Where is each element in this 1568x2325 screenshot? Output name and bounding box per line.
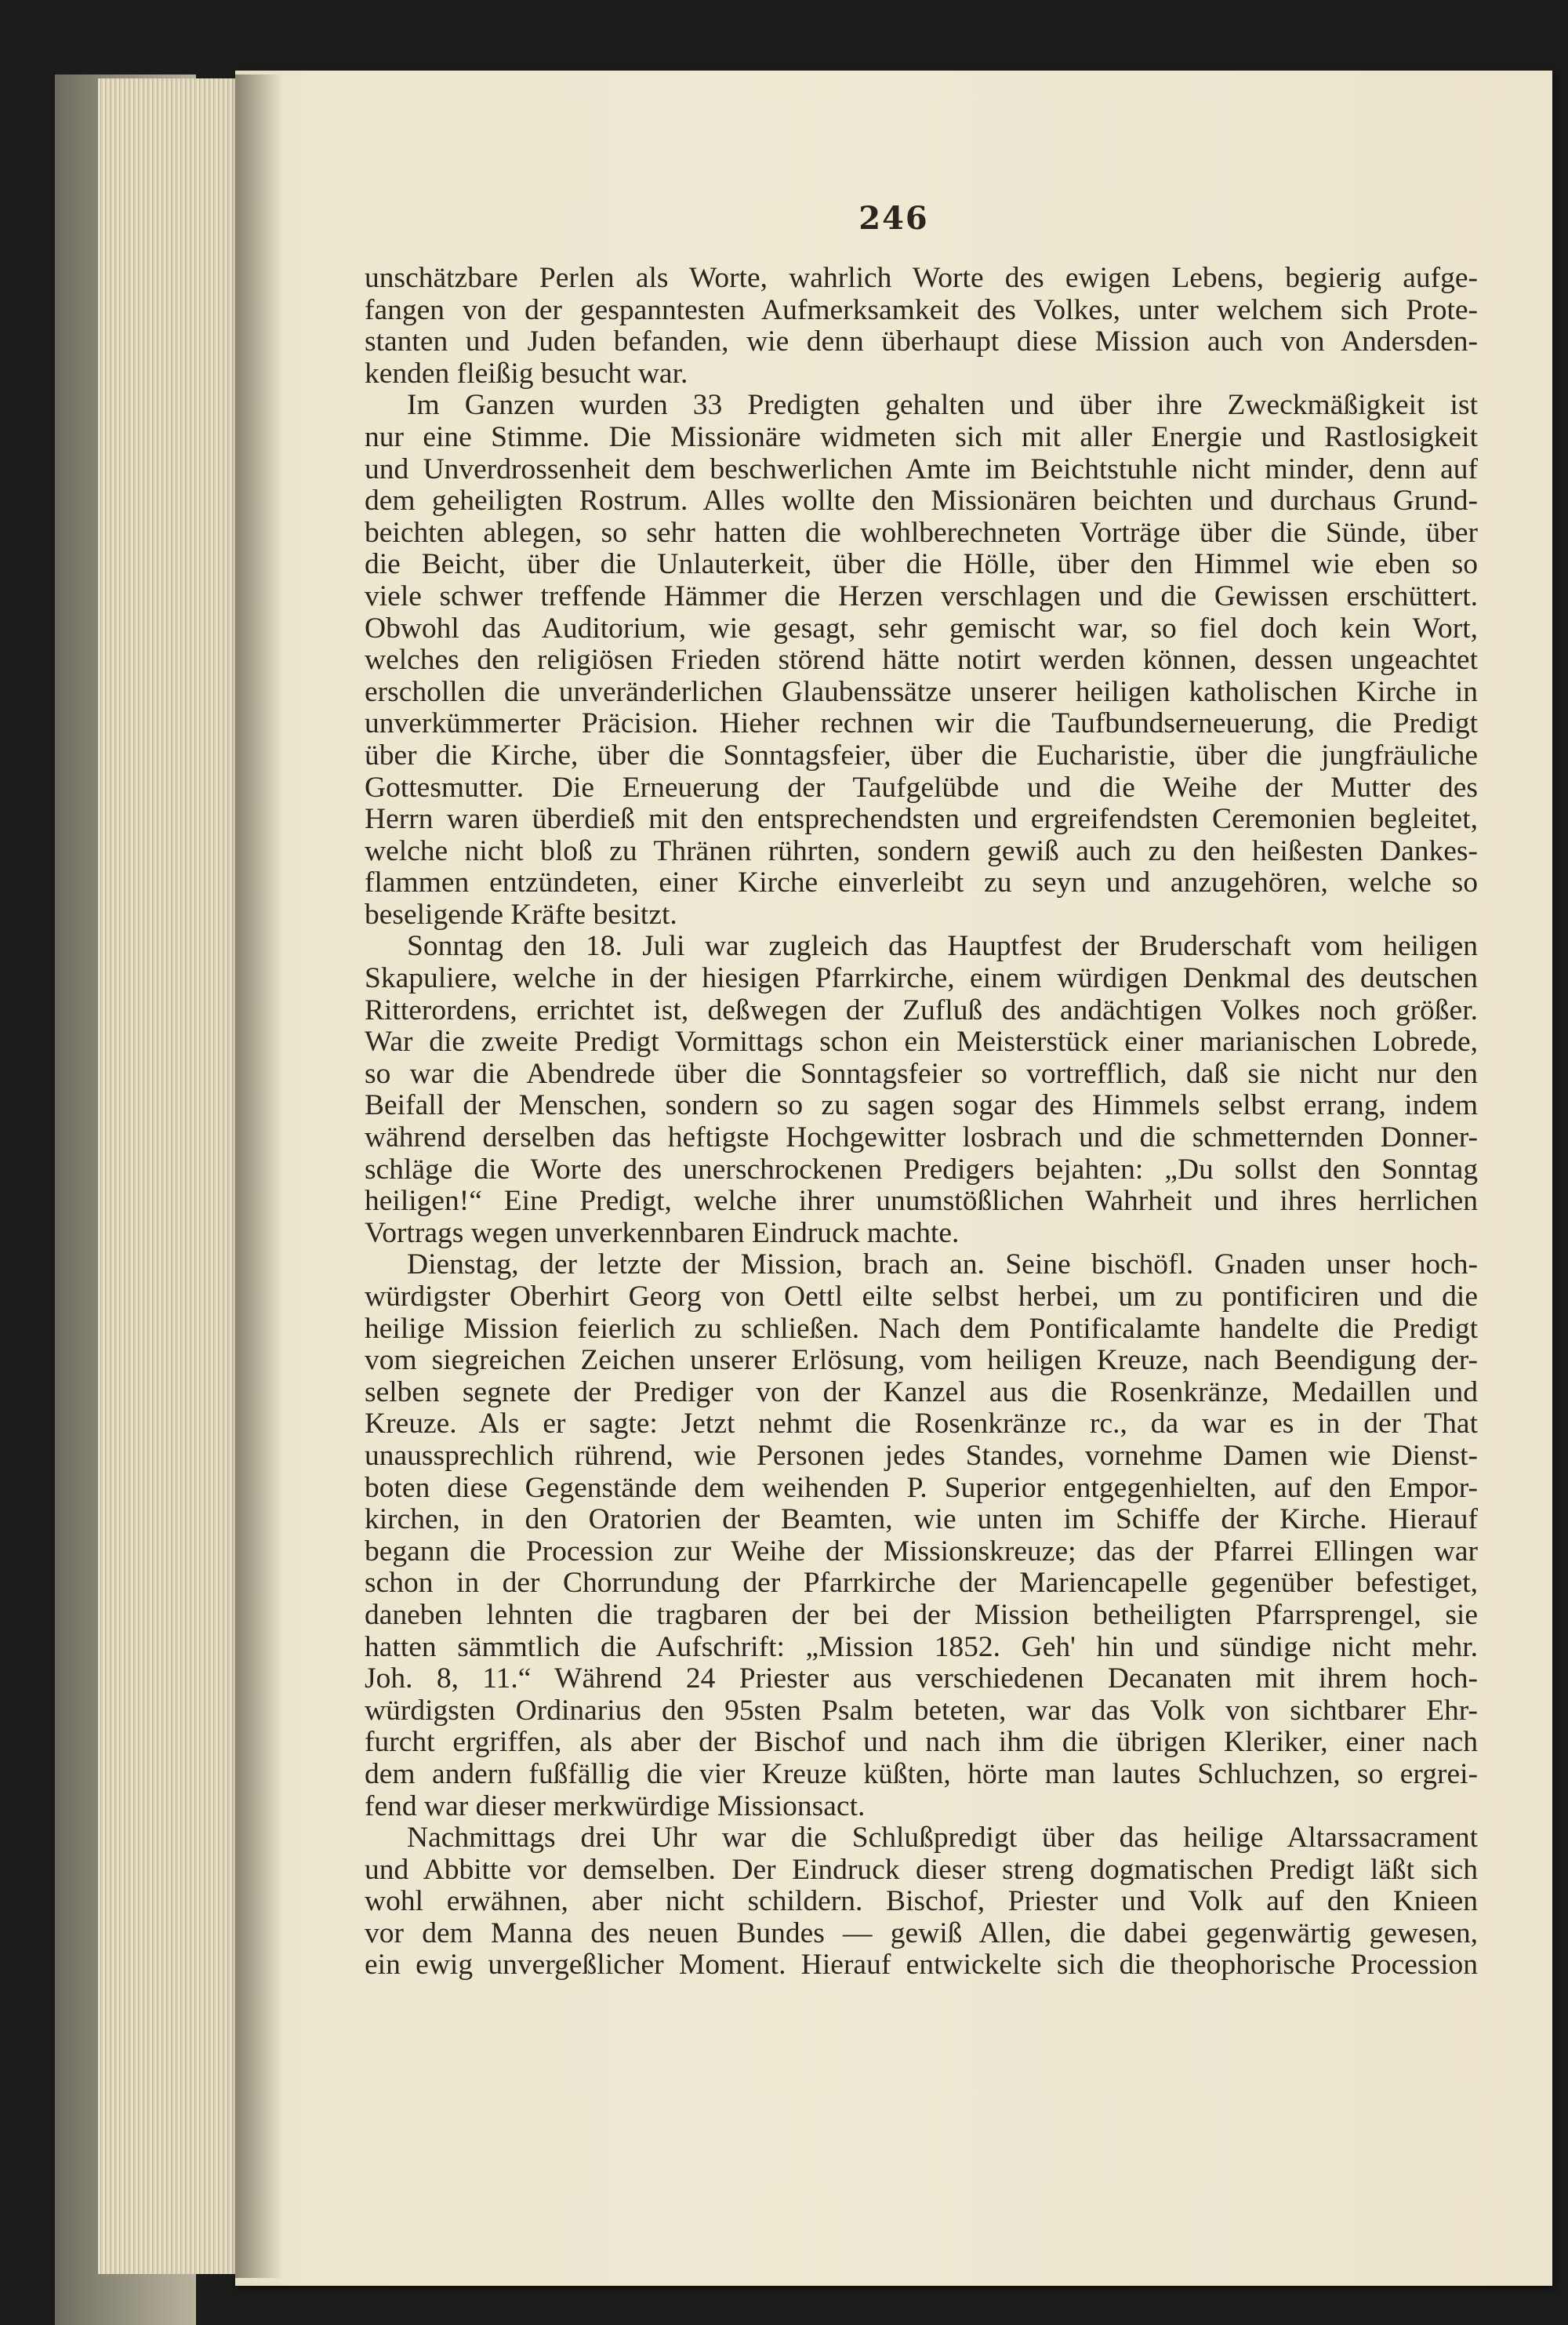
text-line: Im Ganzen wurden 33 Predigten gehalten und über ihre Zweckmäßigkeit ist bbox=[407, 390, 1478, 422]
text-line: viele schwer treffende Hämmer die Herzen verschlagen und die Gewissen erschüttert. bbox=[365, 580, 1478, 612]
text-line: Beifall der Menschen, sondern so zu sagen sogar des Himmels selbst errang, indem bbox=[365, 1090, 1478, 1122]
text-line: Obwohl das Auditorium, wie gesagt, sehr gemischt war, so fiel doch kein Wort, bbox=[365, 612, 1478, 645]
page-edges-stack bbox=[98, 78, 247, 2274]
text-line: vom siegreichen Zeichen unserer Erlösung, vom heiligen Kreuze, nach Beendigung der- bbox=[365, 1345, 1478, 1377]
text-line: furcht ergriffen, als aber der Bischof und nach ihm die übrigen Kleriker, einer nach bbox=[365, 1727, 1478, 1759]
text-line: Kreuze. Als er sagte: Jetzt nehmt die Rosenkränze rc., da war es in der That bbox=[365, 1408, 1478, 1440]
text-line: und Abbitte vor demselben. Der Eindruck dieser streng dogmatischen Predigt läßt sich bbox=[365, 1854, 1478, 1886]
text-line: unaussprechlich rührend, wie Personen jedes Standes, vornehme Damen wie Dienst- bbox=[365, 1440, 1478, 1472]
text-line: hatten sämmtlich die Aufschrift: „Mission 1852. Geh' hin und sündige nicht mehr. bbox=[365, 1631, 1478, 1663]
text-line: boten diese Gegenstände dem weihenden P. Superior entgegenhielten, auf den Empor- bbox=[365, 1472, 1478, 1504]
text-line: während derselben das heftigste Hochgewitter losbrach und die schmetternden Donner- bbox=[365, 1122, 1478, 1154]
text-line: beseligende Kräfte besitzt. bbox=[365, 899, 677, 931]
text-line: welches den religiösen Frieden störend hätte notirt werden können, dessen ungeachtet bbox=[365, 645, 1478, 677]
text-line: und Unverdrossenheit dem beschwerlichen Amte im Beichtstuhle nicht minder, denn auf bbox=[365, 453, 1478, 485]
text-line: würdigsten Ordinarius den 95sten Psalm beteten, war das Volk von sichtbarer Ehr- bbox=[365, 1695, 1478, 1727]
text-line: ein ewig unvergeßlicher Moment. Hierauf entwickelte sich die theophorische Procession bbox=[365, 1949, 1478, 1982]
text-line: schon in der Chorrundung der Pfarrkirche der Mariencapelle gegenüber befestiget, bbox=[365, 1568, 1478, 1600]
text-line: über die Kirche, über die Sonntagsfeier, über die Eucharistie, über die jungfräuliche bbox=[365, 739, 1478, 772]
text-line: dem geheiligten Rostrum. Alles wollte den Missionären beichten und durchaus Grund- bbox=[365, 485, 1478, 518]
text-line: kenden fleißig besucht war. bbox=[365, 358, 688, 390]
text-line: fend war dieser merkwürdige Missionsact. bbox=[365, 1790, 866, 1822]
text-line: nur eine Stimme. Die Missionäre widmeten sich mit aller Energie und Rastlosigkeit bbox=[365, 421, 1478, 453]
text-line: Ritterordens, errichtet ist, deßwegen der Zufluß des andächtigen Volkes noch größer. bbox=[365, 994, 1478, 1026]
page-number: 246 bbox=[858, 200, 929, 237]
text-line: Sonntag den 18. Juli war zugleich das Hauptfest der Bruderschaft vom heiligen bbox=[407, 931, 1478, 963]
text-line: heilige Mission feierlich zu schließen. Nach dem Pontificalamte handelte die Predigt bbox=[365, 1313, 1478, 1345]
book-page bbox=[235, 71, 1552, 2286]
text-line: Joh. 8, 11.“ Während 24 Priester aus verschiedenen Decanaten mit ihrem hoch- bbox=[365, 1663, 1478, 1695]
text-line: beichten ablegen, so sehr hatten die wohlberechneten Vorträge über die Sünde, über bbox=[365, 517, 1478, 549]
text-line: würdigster Oberhirt Georg von Oettl eilte selbst herbei, um zu pontificiren und die bbox=[365, 1281, 1478, 1313]
text-line: so war die Abendrede über die Sonntagsfeier so vortrefflich, daß sie nicht nur den bbox=[365, 1058, 1478, 1090]
text-line: unverkümmerter Präcision. Hieher rechnen wir die Taufbundserneuerung, die Predigt bbox=[365, 708, 1478, 740]
text-line: stanten und Juden befanden, wie denn überhaupt diese Mission auch von Andersden- bbox=[365, 326, 1478, 358]
text-line: Dienstag, der letzte der Mission, brach an. Seine bischöfl. Gnaden unser hoch- bbox=[407, 1249, 1478, 1281]
text-line: wohl erwähnen, aber nicht schildern. Bischof, Priester und Volk auf den Knieen bbox=[365, 1886, 1478, 1918]
text-line: die Beicht, über die Unlauterkeit, über die Hölle, über den Himmel wie eben so bbox=[365, 549, 1478, 581]
text-line: selben segnete der Prediger von der Kanzel aus die Rosenkränze, Medaillen und bbox=[365, 1376, 1478, 1408]
text-line: Vortrags wegen unverkennbaren Eindruck machte. bbox=[365, 1217, 960, 1249]
text-line: begann die Procession zur Weihe der Missionskreuze; das der Pfarrei Ellingen war bbox=[365, 1535, 1478, 1568]
text-line: Skapuliere, welche in der hiesigen Pfarrkirche, einem würdigen Denkmal des deutschen bbox=[365, 963, 1478, 995]
text-line: Nachmittags drei Uhr war die Schlußpredigt über das heilige Altarssacrament bbox=[407, 1822, 1478, 1855]
text-line: flammen entzündeten, einer Kirche einverleibt zu seyn und anzugehören, welche so bbox=[365, 867, 1478, 899]
gutter-shadow bbox=[235, 74, 282, 2278]
text-line: War die zweite Predigt Vormittags schon ein Meisterstück einer marianischen Lobrede, bbox=[365, 1026, 1478, 1059]
text-line: Herrn waren überdieß mit den entsprechendsten und ergreifendsten Ceremonien begleitet, bbox=[365, 804, 1478, 836]
text-line: dem andern fußfällig die vier Kreuze küßten, hörte man lautes Schluchzen, so ergrei- bbox=[365, 1758, 1478, 1790]
text-line: welche nicht bloß zu Thränen rührten, sondern gewiß auch zu den heißesten Dankes- bbox=[365, 835, 1478, 867]
text-line: fangen von der gespanntesten Aufmerksamkeit des Volkes, unter welchem sich Prote- bbox=[365, 294, 1478, 326]
text-line: erschollen die unveränderlichen Glaubenssätze unserer heiligen katholischen Kirche in bbox=[365, 676, 1478, 708]
text-line: Gottesmutter. Die Erneuerung der Taufgelübde und die Weihe der Mutter des bbox=[365, 772, 1478, 804]
text-line: schläge die Worte des unerschrockenen Predigers bejahten: „Du sollst den Sonntag bbox=[365, 1153, 1478, 1186]
body-text bbox=[365, 263, 1478, 1982]
text-line: kirchen, in den Oratorien der Beamten, wie unten im Schiffe der Kirche. Hierauf bbox=[365, 1504, 1478, 1536]
text-line: heiligen!“ Eine Predigt, welche ihrer unumstößlichen Wahrheit und ihres herrlichen bbox=[365, 1186, 1478, 1218]
text-line: vor dem Manna des neuen Bundes — gewiß Allen, die dabei gegenwärtig gewesen, bbox=[365, 1917, 1478, 1949]
text-line: unschätzbare Perlen als Worte, wahrlich Worte des ewigen Lebens, begierig aufge- bbox=[365, 263, 1478, 294]
text-line: daneben lehnten die tragbaren der bei der Mission betheiligten Pfarrsprengel, sie bbox=[365, 1599, 1478, 1631]
